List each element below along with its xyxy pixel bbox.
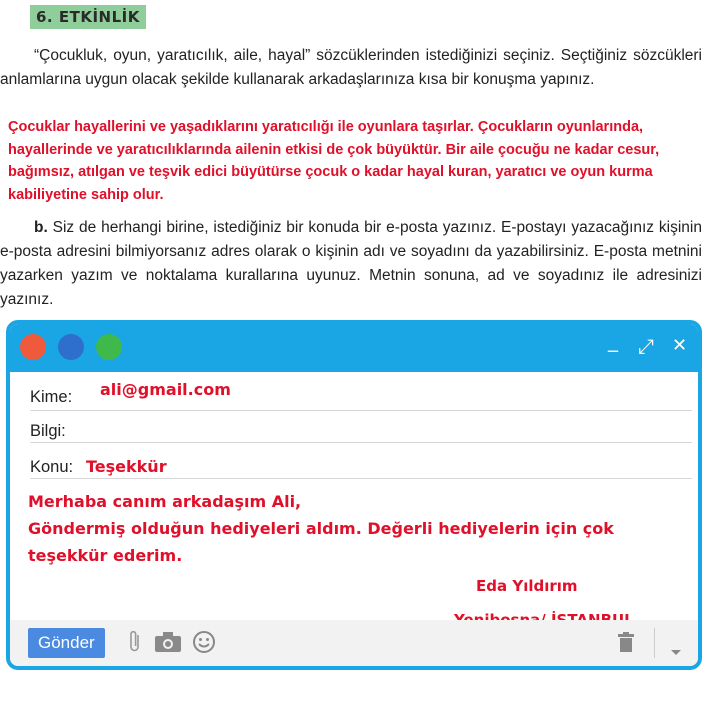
to-divider	[30, 410, 692, 411]
toolbar-divider	[654, 628, 655, 658]
subject-label: Konu:	[30, 458, 74, 476]
close-dot-icon[interactable]	[20, 334, 46, 360]
more-options-chevron-icon[interactable]	[670, 638, 682, 662]
cc-divider	[30, 442, 692, 443]
email-body[interactable]	[28, 488, 668, 569]
signature-name: Eda Yıldırım	[476, 577, 578, 595]
body-greeting: Merhaba canım arkadaşım Ali,	[28, 492, 302, 511]
trash-icon[interactable]	[618, 632, 634, 657]
instruction-b	[0, 216, 702, 312]
subject-field[interactable]: Teşekkür	[86, 457, 167, 476]
to-label: Kime:	[30, 388, 73, 406]
close-icon[interactable]: ✕	[672, 335, 688, 356]
email-window	[6, 320, 702, 670]
minimize-dot-icon[interactable]	[58, 334, 84, 360]
part-b-label: b.	[34, 219, 48, 236]
part-b-text: Siz de herhangi birine, istediğiniz bir konuda bir e-posta yazınız. E-postayı yazacağınız kişinin e-posta adresini bilmiyorsanız adres olarak o kişinin adı ve soyadını da yazabilirsiniz. E-posta metnini yazarken yazım ve noktalama kurallarına uyunuz. Metnin sonuna, ad ve soyadınız ile adresinizi yazınız.	[0, 219, 702, 308]
expand-icon[interactable]: ⤢	[638, 334, 654, 358]
email-titlebar	[10, 324, 698, 372]
instruction-a: “Çocukluk, oyun, yaratıcılık, aile, hayal” sözcüklerinden istediğinizi seçiniz. Seçtiğiniz sözcükleri anlamlarına uygun olacak şekilde kullanarak arkadaşlarınıza kısa bir konuşma yapınız.	[0, 47, 702, 88]
cc-label: Bilgi:	[30, 422, 66, 440]
to-field[interactable]: ali@gmail.com	[100, 380, 231, 399]
camera-icon[interactable]	[154, 631, 182, 658]
activity-badge: 6. ETKİNLİK	[30, 5, 146, 29]
send-button[interactable]: Gönder	[28, 628, 105, 658]
maximize-dot-icon[interactable]	[96, 334, 122, 360]
answer-a: Çocuklar hayallerini ve yaşadıklarını yaratıcılığı ile oyunlara taşırlar. Çocukların oyunlarında, hayallerinde ve yaratıcılıklarında ailenin etkisi de çok büyüktür. Bir aile çocuğu ne kadar cesur, bağımsız, atılgan ve teşvik edici büyütürse çocuk o kadar hayal kuran, yaratıcı ve oyun kurma kabiliyetine sahip olur.	[8, 119, 660, 203]
subject-divider	[30, 478, 692, 479]
emoji-icon[interactable]	[192, 630, 216, 659]
email-toolbar	[10, 620, 698, 666]
body-message: Göndermiş olduğun hediyeleri aldım. Değerli hediyelerin için çok teşekkür ederim.	[28, 519, 614, 565]
minimize-icon[interactable]: _	[608, 328, 618, 352]
attachment-icon[interactable]	[128, 629, 142, 658]
